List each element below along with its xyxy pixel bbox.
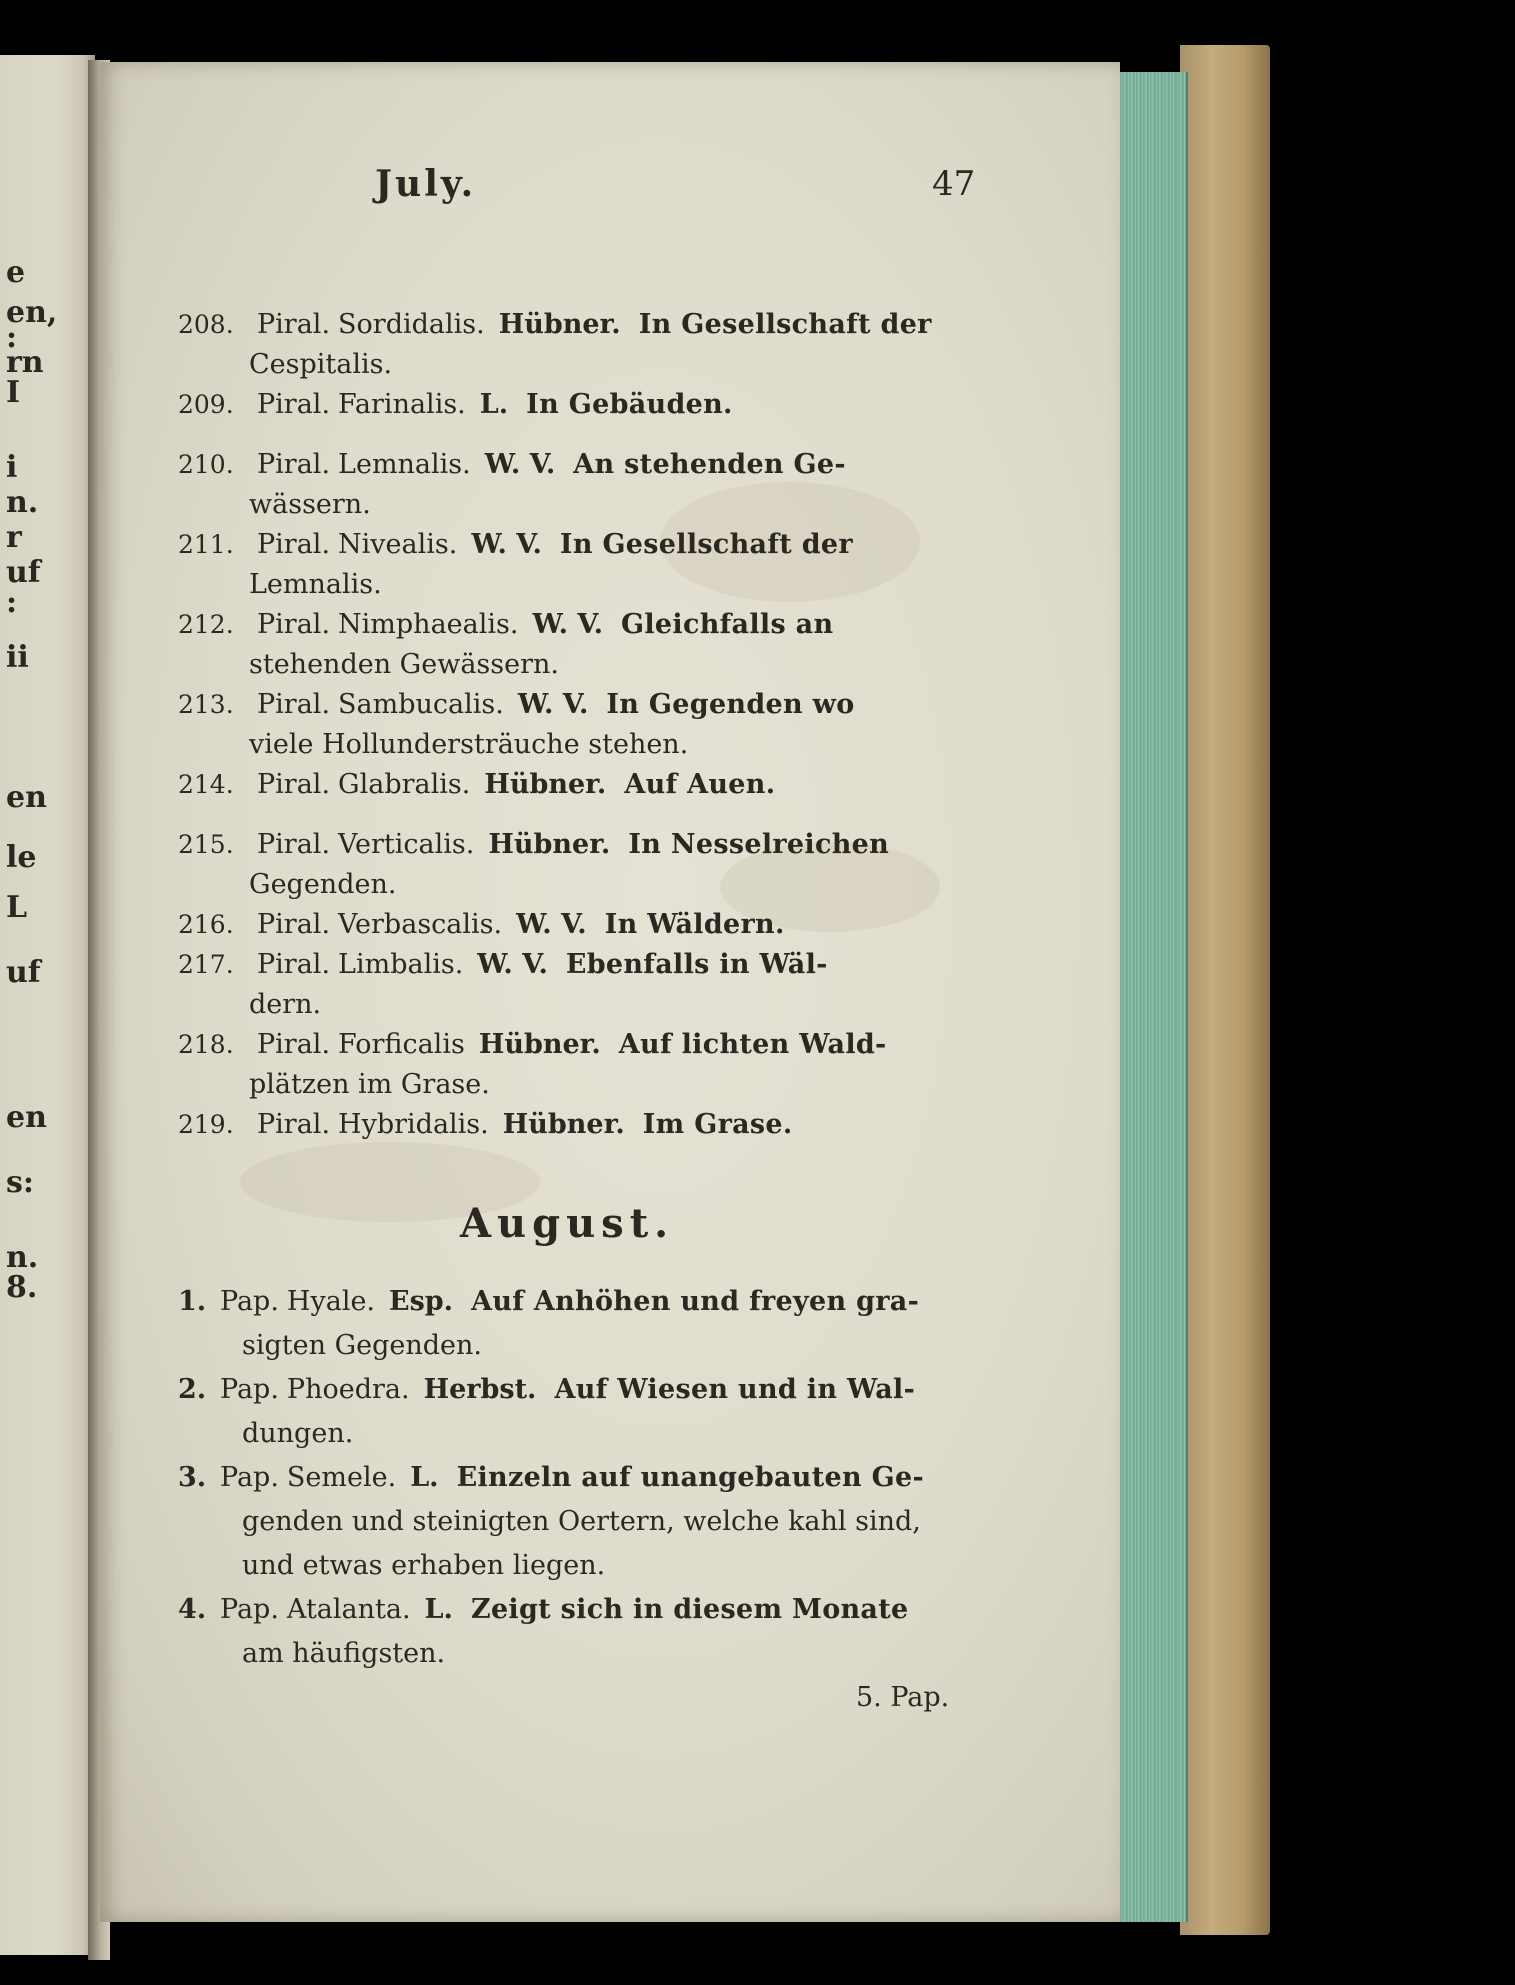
- entry-line: [220, 1368, 915, 1412]
- left-page-fragment: n.: [6, 1240, 39, 1275]
- entry-number: 214.: [178, 770, 234, 799]
- entry-continuation: am häufigsten.: [242, 1638, 446, 1669]
- left-page-fragment: L: [6, 890, 28, 925]
- entry-species: Phoedra.: [286, 1374, 410, 1405]
- entry-genus: Pap.: [220, 1594, 279, 1625]
- entry-continuation: wässern.: [249, 489, 371, 520]
- page-number: 47: [932, 164, 976, 204]
- entry-number: 213.: [178, 690, 234, 719]
- left-page-fragment: ii: [6, 640, 29, 675]
- left-page-fragment: rn: [6, 345, 44, 380]
- entry-genus: Pap.: [220, 1462, 279, 1493]
- book-cover-edge: [1180, 45, 1270, 1935]
- entry-number: 208.: [178, 310, 234, 339]
- entry-genus: Piral.: [257, 769, 331, 800]
- entry-continuation: sigten Gegenden.: [242, 1330, 483, 1361]
- entry-species: Atalanta.: [286, 1594, 411, 1625]
- entry-author: Hübner.: [502, 1109, 625, 1140]
- entry-species: Limbalis.: [338, 949, 464, 980]
- entry-description: Einzeln auf unangebauten Ge-: [456, 1462, 924, 1493]
- entry-line: [220, 1456, 924, 1500]
- entry-line: [257, 1025, 887, 1065]
- entry-species: Lemnalis.: [338, 449, 471, 480]
- catchword: 5. Pap.: [856, 1682, 950, 1713]
- entry-author: W. V.: [516, 909, 587, 940]
- entry-continuation: Cespitalis.: [249, 349, 393, 380]
- entry-line: [257, 605, 833, 645]
- entry-continuation-2: und etwas erhaben liegen.: [242, 1550, 606, 1581]
- entry-number: 3.: [178, 1462, 207, 1493]
- left-page-fragment: en: [6, 1100, 47, 1135]
- entry-author: W. V.: [532, 609, 603, 640]
- entry-description: Auf Wiesen und in Wal-: [554, 1374, 916, 1405]
- entry-author: L.: [424, 1594, 453, 1625]
- entry-description: In Nesselreichen: [628, 829, 890, 860]
- left-page-fragment: I: [6, 375, 21, 410]
- entry-genus: Piral.: [257, 829, 331, 860]
- entry-continuation: Gegenden.: [249, 869, 397, 900]
- left-page-fragment: uf: [6, 555, 41, 590]
- left-page-fragment: n.: [6, 485, 39, 520]
- left-page-fragment: r: [6, 520, 22, 555]
- entry-author: L.: [410, 1462, 439, 1493]
- entry-line: [257, 765, 775, 805]
- entry-genus: Piral.: [257, 309, 331, 340]
- entry-description: In Gebäuden.: [526, 389, 733, 420]
- entry-line: [220, 1280, 919, 1324]
- entry-genus: Piral.: [257, 529, 331, 560]
- entry-author: W. V.: [484, 449, 556, 480]
- entry-genus: Piral.: [257, 949, 331, 980]
- entry-number: 1.: [178, 1286, 207, 1317]
- entry-line: [257, 1105, 793, 1145]
- entry-species: Verticalis.: [338, 829, 475, 860]
- entry-genus: Piral.: [257, 689, 331, 720]
- entry-description: Zeigt sich in diesem Monate: [470, 1594, 909, 1625]
- entry-author: Hübner.: [484, 769, 607, 800]
- entry-description: Auf Auen.: [624, 769, 776, 800]
- entry-author: Herbst.: [423, 1374, 537, 1405]
- entry-genus: Piral.: [257, 609, 331, 640]
- entry-number: 210.: [178, 450, 234, 479]
- entry-description: Im Grase.: [642, 1109, 793, 1140]
- left-page-fragment: e: [6, 255, 26, 290]
- entry-continuation: Lemnalis.: [249, 569, 382, 600]
- entry-species: Farinalis.: [338, 389, 466, 420]
- entry-species: Nimphaealis.: [338, 609, 519, 640]
- entry-number: 217.: [178, 950, 234, 979]
- entry-author: W. V.: [471, 529, 542, 560]
- entry-number: 212.: [178, 610, 234, 639]
- entry-number: 4.: [178, 1594, 207, 1625]
- entry-line: [220, 1588, 908, 1632]
- left-facing-page: [0, 55, 95, 1955]
- entry-continuation: stehenden Gewässern.: [249, 649, 559, 680]
- left-page-fragment: uf: [6, 955, 41, 990]
- entry-description: In Gegenden wo: [606, 689, 855, 720]
- entry-author: Hübner.: [498, 309, 621, 340]
- left-page-fragment: le: [6, 840, 37, 875]
- entry-line: [257, 385, 733, 425]
- entry-description: Auf Anhöhen und freyen gra-: [471, 1286, 920, 1317]
- entry-line: [257, 685, 855, 725]
- entry-genus: Piral.: [257, 449, 331, 480]
- section-heading-august: August.: [460, 1200, 675, 1247]
- entry-description: In Gesellschaft der: [559, 529, 853, 560]
- entry-number: 215.: [178, 830, 234, 859]
- left-page-fragment: i: [6, 450, 18, 485]
- entry-continuation: dungen.: [242, 1418, 354, 1449]
- entry-author: Esp.: [389, 1286, 454, 1317]
- entry-species: Hyale.: [286, 1286, 376, 1317]
- entry-number: 211.: [178, 530, 234, 559]
- entry-author: W. V.: [517, 689, 589, 720]
- entry-continuation: dern.: [249, 989, 322, 1020]
- entry-number: 219.: [178, 1110, 234, 1139]
- entry-number: 218.: [178, 1030, 234, 1059]
- entry-continuation: genden und steinigten Oertern, welche kahl sind,: [242, 1506, 921, 1537]
- entry-species: Nivealis.: [338, 529, 458, 560]
- entry-continuation: plätzen im Grase.: [249, 1069, 490, 1100]
- entry-species: Sordidalis.: [338, 309, 485, 340]
- entry-description: An stehenden Ge-: [573, 449, 846, 480]
- left-page-fragment: en,: [6, 295, 58, 330]
- entry-continuation: viele Hollundersträuche stehen.: [249, 729, 689, 760]
- left-page-fragment: s:: [6, 1165, 34, 1200]
- entry-description: In Wäldern.: [604, 909, 785, 940]
- left-page-fragment: en: [6, 780, 47, 815]
- left-page-fragment: :: [6, 320, 18, 355]
- entry-genus: Pap.: [220, 1286, 279, 1317]
- entry-species: Sambucalis.: [338, 689, 504, 720]
- left-page-fragment: 8.: [6, 1270, 38, 1305]
- running-title: July.: [375, 163, 477, 205]
- entry-author: Hübner.: [478, 1029, 601, 1060]
- entry-genus: Piral.: [257, 1029, 331, 1060]
- entry-genus: Piral.: [257, 389, 331, 420]
- entry-species: Glabralis.: [338, 769, 471, 800]
- entry-description: In Gesellschaft der: [638, 309, 932, 340]
- entry-line: [257, 825, 889, 865]
- entry-author: W. V.: [477, 949, 548, 980]
- entry-number: 216.: [178, 910, 234, 939]
- entry-genus: Piral.: [257, 909, 331, 940]
- entry-genus: Pap.: [220, 1374, 279, 1405]
- entry-species: Semele.: [286, 1462, 397, 1493]
- entry-species: Hybridalis.: [338, 1109, 489, 1140]
- entry-line: [257, 945, 828, 985]
- entry-species: Forficalis: [338, 1029, 465, 1060]
- entry-line: [257, 445, 846, 485]
- left-page-fragment: :: [6, 585, 18, 620]
- entry-genus: Piral.: [257, 1109, 331, 1140]
- page-edges-stack: [1108, 72, 1188, 1922]
- entry-species: Verbascalis.: [338, 909, 503, 940]
- entry-description: Auf lichten Wald-: [618, 1029, 887, 1060]
- entry-number: 2.: [178, 1374, 207, 1405]
- entry-description: Ebenfalls in Wäl-: [565, 949, 828, 980]
- entry-author: Hübner.: [488, 829, 611, 860]
- entry-line: [257, 525, 853, 565]
- entry-line: [257, 905, 785, 945]
- entry-author: L.: [479, 389, 509, 420]
- entry-description: Gleichfalls an: [621, 609, 834, 640]
- entry-line: [257, 305, 932, 345]
- entry-number: 209.: [178, 390, 234, 419]
